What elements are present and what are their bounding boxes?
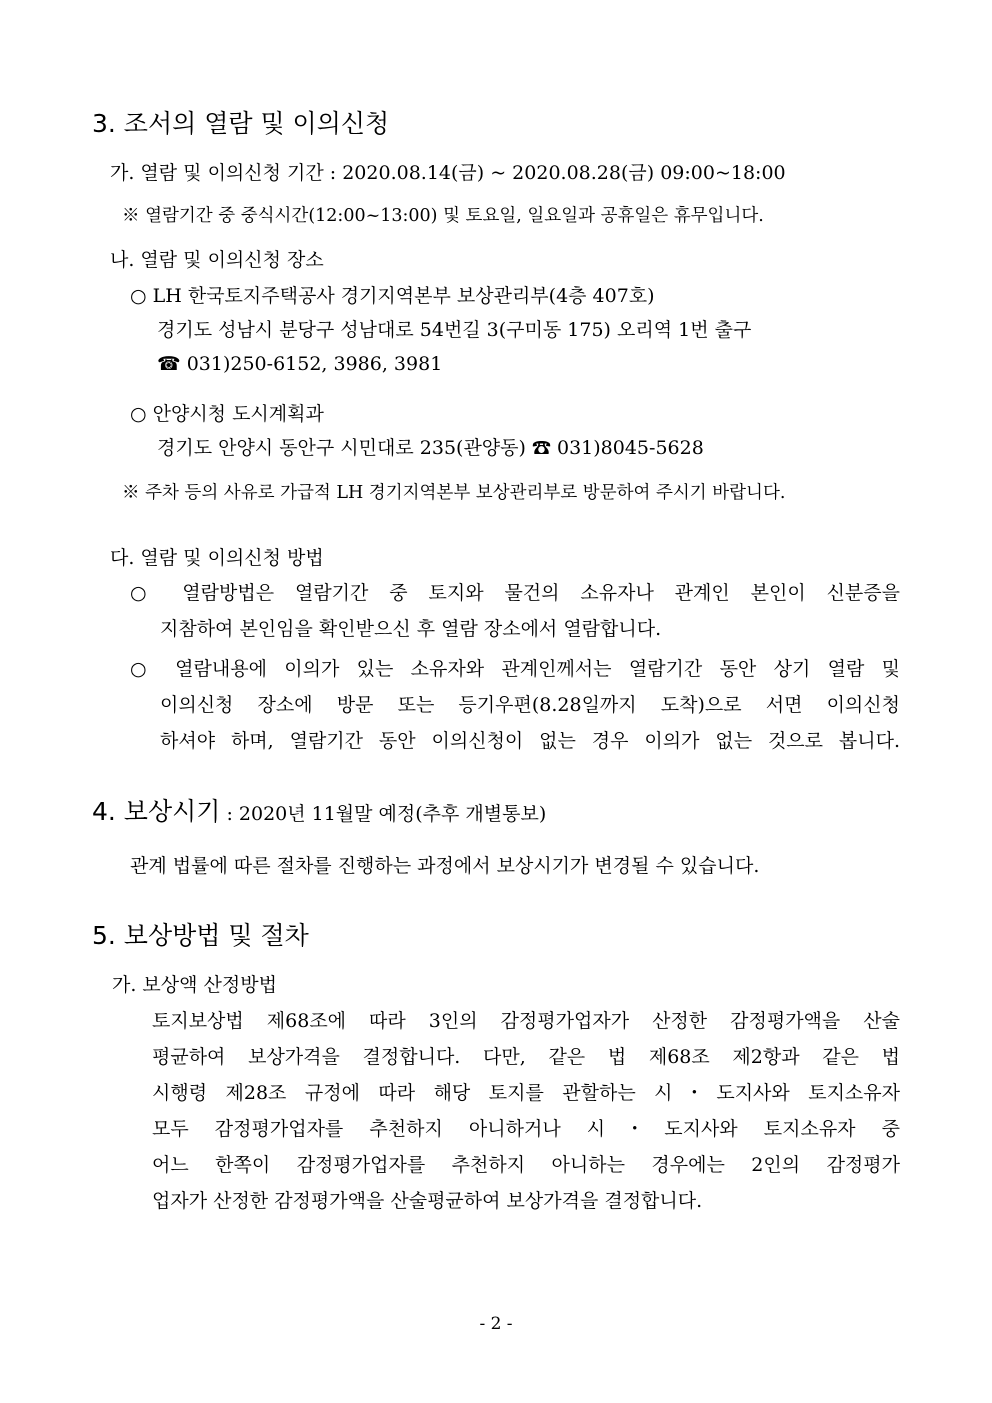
section5-line-2: 평균하여 보상가격을 결정합니다. 다만, 같은 법 제68조 제2항과 같은 법 [152,1046,900,1068]
section4-body: 관계 법률에 따른 절차를 진행하는 과정에서 보상시기가 변경될 수 있습니다. [130,855,760,877]
section5-line-6: 업자가 산정한 감정평가액을 산술평균하여 보상가격을 결정합니다. [152,1190,703,1212]
section5-heading: 5. 보상방법 및 절차 [92,921,309,950]
method-item1-line2: 지참하여 본인임을 확인받으신 후 열람 장소에서 열람합니다. [160,618,662,640]
inspection-period: 가. 열람 및 이의신청 기간 : 2020.08.14(금) ~ 2020.08.28(금) 09:00~18:00 [110,162,786,184]
method-item2-line1: ○ 열람내용에 이의가 있는 소유자와 관계인께서는 열람기간 동안 상기 열람 및 [130,658,900,680]
place1-address: 경기도 성남시 분당구 성남대로 54번길 3(구미동 175) 오리역 1번 출구 [157,319,752,341]
section5-line-4: 모두 감정평가업자를 추천하지 아니하거나 시・도지사와 토지소유자 중 [152,1118,900,1140]
place2-address-phone: 경기도 안양시 동안구 시민대로 235(관양동) ☎ 031)8045-5628 [157,437,704,459]
inspection-place-title: 나. 열람 및 이의신청 장소 [110,249,324,271]
section3-heading: 3. 조서의 열람 및 이의신청 [92,109,390,138]
method-item2-line2: 이의신청 장소에 방문 또는 등기우편(8.28일까지 도착)으로 서면 이의신청 [160,694,900,716]
place2-name: ○ 안양시청 도시계획과 [130,403,324,425]
section4-heading-label: 4. 보상시기 [92,797,221,826]
section4-heading-detail: : 2020년 11월말 예정(추후 개별통보) [220,803,547,825]
section4-heading [92,796,546,828]
inspection-method-title: 다. 열람 및 이의신청 방법 [110,547,324,569]
place1-phone: ☎ 031)250-6152, 3986, 3981 [157,353,443,375]
compensation-calc-title: 가. 보상액 산정방법 [112,974,277,996]
section5-line-5: 어느 한쪽이 감정평가업자를 추천하지 아니하는 경우에는 2인의 감정평가 [152,1154,900,1176]
method-item2-line3: 하셔야 하며, 열람기간 동안 이의신청이 없는 경우 이의가 없는 것으로 봅니다. [160,730,900,752]
parking-note: ※ 주차 등의 사유로 가급적 LH 경기지역본부 보상관리부로 방문하여 주시기 바랍니다. [122,483,786,503]
lunch-holiday-note: ※ 열람기간 중 중식시간(12:00~13:00) 및 토요일, 일요일과 공휴일은 휴무입니다. [122,206,764,226]
section5-line-3: 시행령 제28조 규정에 따라 해당 토지를 관할하는 시・도지사와 토지소유자 [152,1082,900,1104]
page-number: - 2 - [479,1314,513,1334]
method-item1-line1: ○ 열람방법은 열람기간 중 토지와 물건의 소유자나 관계인 본인이 신분증을 [130,582,900,604]
section5-line-1: 토지보상법 제68조에 따라 3인의 감정평가업자가 산정한 감정평가액을 산술 [152,1010,900,1032]
place1-name: ○ LH 한국토지주택공사 경기지역본부 보상관리부(4층 407호) [130,285,655,307]
